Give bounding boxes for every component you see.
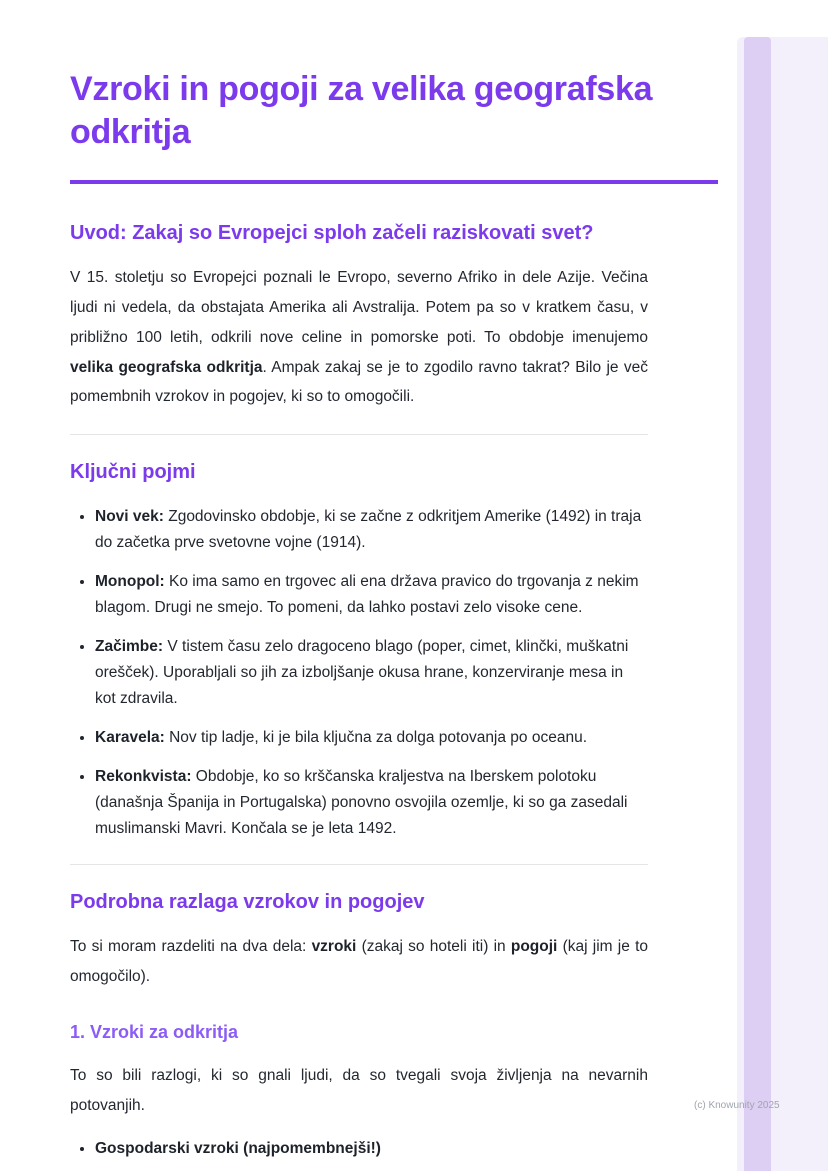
section-divider — [70, 864, 648, 865]
page-title: Vzroki in pogoji za velika geografska odkritja — [70, 70, 653, 152]
document-content — [70, 68, 718, 1162]
term-item-novi-vek — [95, 504, 648, 556]
detailed-bold-pogoji: pogoji — [510, 938, 558, 956]
term-label: Rekonkvista: — [95, 768, 192, 786]
detailed-text-run-3: (kaj jim je to omogočilo). — [70, 938, 649, 986]
term-item-zacimbe — [95, 634, 648, 712]
terms-list — [70, 504, 648, 842]
copyright-footer: (c) Knowunity 2025 — [694, 1100, 780, 1111]
intro-paragraph — [70, 263, 648, 412]
detailed-text-run-2: (zakaj so hoteli iti) in — [356, 938, 511, 956]
term-desc: Obdobje, ko so krščanska kraljestva na Iberskem polotoku (današnja Španija in Portugalska) ponovno osvojila ozemlje, ki so ga zasedali muslimanski Mavri. Končala se je leta 1492. — [95, 768, 628, 838]
term-label: Začimbe: — [95, 638, 164, 656]
term-item-rekonkvista — [95, 764, 648, 842]
detailed-paragraph — [70, 932, 648, 992]
detailed-text-run-1: To si moram razdeliti na dva dela: — [70, 938, 312, 956]
term-item-monopol — [95, 569, 648, 621]
section-heading-podrobna-razlaga: Podrobna razlaga vzrokov in pogojev — [70, 891, 425, 914]
term-label: Novi vek: — [95, 508, 164, 526]
causes-paragraph: To so bili razlogi, ki so gnali ljudi, da so tvegali svoja življenja na nevarnih potovanjih. — [70, 1066, 648, 1114]
term-desc: Ko ima samo en trgovec ali ena država pravico do trgovanja z nekim blagom. Drugi ne smejo. To pomeni, da lahko postavi zelo visoke cene. — [95, 573, 639, 617]
term-label: Monopol: — [95, 573, 165, 591]
cause-label: Gospodarski vzroki (najpomembnejši!) — [95, 1140, 381, 1158]
subheading-vzroki-za-odkritja: 1. Vzroki za odkritja — [70, 1021, 239, 1042]
causes-list — [70, 1136, 648, 1162]
right-side-stripe — [744, 37, 771, 1171]
cause-item-gospodarski — [95, 1136, 648, 1162]
section-divider — [70, 434, 648, 435]
term-desc: Zgodovinsko obdobje, ki se začne z odkritjem Amerike (1492) in traja do začetka prve svetovne vojne (1914). — [95, 508, 642, 552]
section-heading-kljucni-pojmi: Ključni pojmi — [70, 461, 196, 484]
term-desc: Nov tip ladje, ki je bila ključna za dolga potovanja po oceanu. — [164, 729, 588, 747]
term-item-karavela — [95, 725, 648, 751]
intro-text-run-1: V 15. stoletju so Evropejci poznali le Evropo, severno Afriko in dele Azije. Večina ljudi ni vedela, da obstajata Amerika ali Avstralija. Potem pa so v kratkem času, v približno 100 letih, odkrili nove celine in pomorske poti. To obdobje imenujemo — [70, 269, 648, 346]
term-desc: V tistem času zelo dragoceno blago (poper, cimet, klinčki, muškatni orešček). Uporabljali so jih za izboljšanje okusa hrane, konzerviranje mesa in kot zdravila. — [95, 638, 629, 708]
detailed-bold-vzroki: vzroki — [311, 938, 357, 956]
intro-text-run-2: . Ampak zakaj se je to zgodilo ravno takrat? Bilo je več pomembnih vzrokov in pogojev, ki so to omogočili. — [70, 358, 648, 406]
title-underline — [70, 180, 718, 184]
term-label: Karavela: — [95, 729, 165, 747]
intro-bold-run: velika geografska odkritja — [70, 358, 263, 376]
section-heading-uvod: Uvod: Zakaj so Evropejci sploh začeli raziskovati svet? — [70, 222, 594, 245]
